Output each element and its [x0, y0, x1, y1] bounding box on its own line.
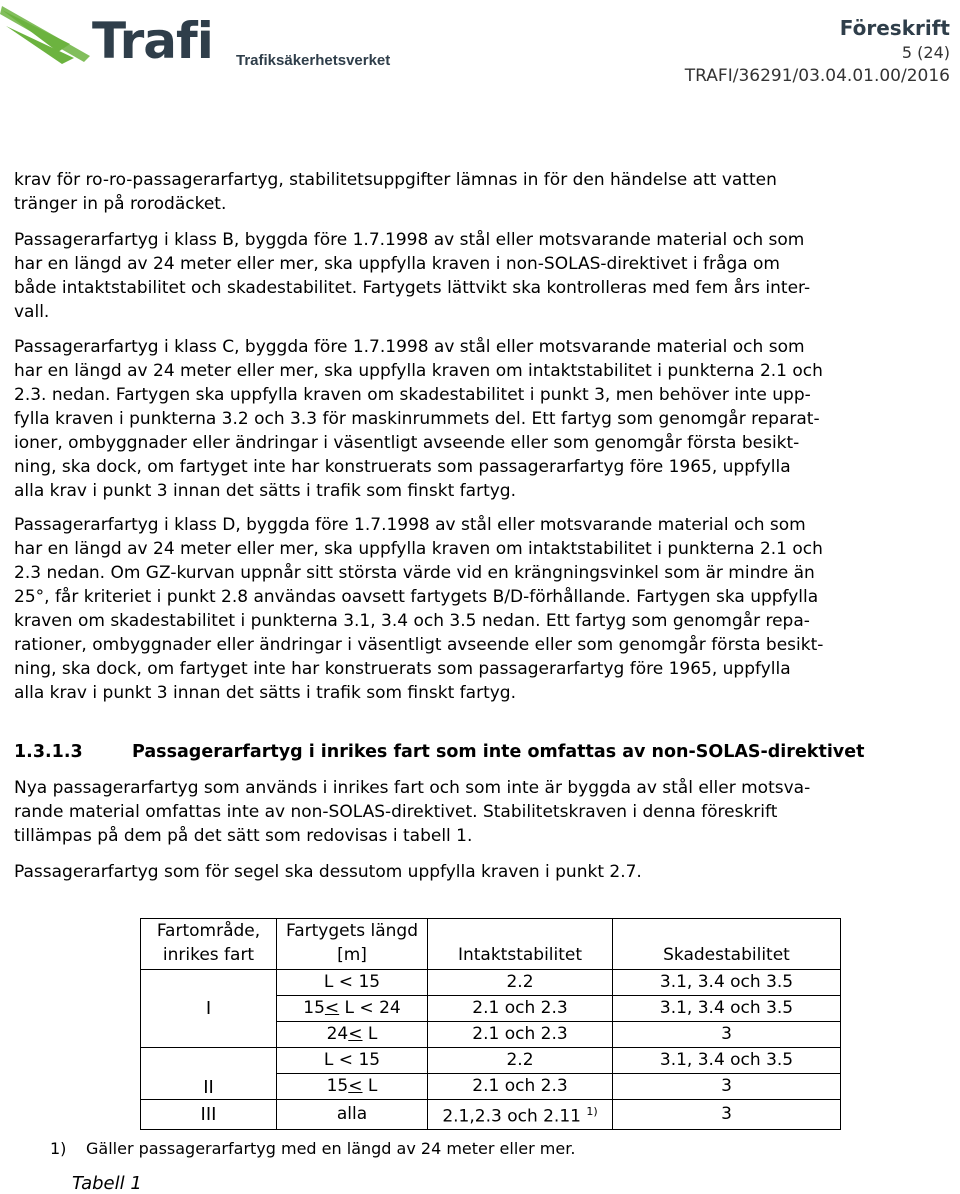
damage-cell: 3	[613, 1100, 841, 1130]
paragraph-class-b	[14, 228, 954, 324]
length-cell: alla	[277, 1100, 428, 1130]
text-line: har en längd av 24 meter eller mer, ska uppfylla kraven i non-SOLAS-direktivet i fråga om	[14, 254, 780, 274]
header-length: Fartygets längd [m]	[277, 919, 428, 970]
section-number: 1.3.1.3	[14, 742, 83, 762]
footnote-number: 1)	[50, 1139, 67, 1158]
text-line: Passagerarfartyg i klass B, byggda före 1.7.1998 av stål eller motsvarande material och som	[14, 230, 805, 250]
header-damage: Skadestabilitet	[613, 919, 841, 970]
text-line: tillämpas på dem på det sätt som redovisas i tabell 1.	[14, 826, 473, 846]
damage-cell: 3.1, 3.4 och 3.5	[613, 970, 841, 996]
trafi-logo	[0, 0, 400, 80]
length-operator: <	[324, 998, 340, 1018]
text-line: Passagerarfartyg i klass C, byggda före 1.7.1998 av stål eller motsvarande material och som	[14, 337, 805, 357]
text-line: både intaktstabilitet och skadestabilitet. Fartygets lättvikt ska kontrolleras med fem års inter-	[14, 278, 811, 298]
length-value: 15	[326, 1076, 349, 1096]
intact-cell: 2.1 och 2.3	[428, 996, 613, 1022]
text-line: alla krav i punkt 3 innan det sätts i trafik som finskt fartyg.	[14, 481, 516, 501]
header-intact: Intaktstabilitet	[428, 919, 613, 970]
table-row	[141, 1048, 841, 1074]
area-cell: III	[141, 1100, 277, 1130]
length-value: 15	[303, 998, 325, 1018]
text-line: 2.3. nedan. Fartygen ska uppfylla kraven om skadestabilitet i punkt 3, men behöver inte upp-	[14, 385, 811, 405]
text-line: fylla kraven i punkterna 3.2 och 3.3 för maskinrummets del. Ett fartyg som genomgår reparat-	[14, 409, 820, 429]
logo-subtitle: Trafiksäkerhetsverket	[236, 52, 391, 69]
logo-wordmark: Trafi	[92, 12, 213, 70]
intact-cell: 2.2	[428, 1048, 613, 1074]
intact-value: 2.1,2.3 och 2.11	[442, 1106, 581, 1127]
table-caption: Tabell 1	[72, 1173, 142, 1194]
text-line: har en längd av 24 meter eller mer, ska uppfylla kraven om intaktstabilitet i punkterna 2.1 och	[14, 539, 823, 559]
length-value: L	[362, 1076, 378, 1096]
paragraph-class-d	[14, 513, 954, 705]
table-row	[141, 1100, 841, 1130]
text-line: rationer, ombyggnader eller ändringar i väsentligt avseende eller som genomgår första besikt-	[14, 635, 824, 655]
area-cell: II	[141, 1048, 277, 1100]
damage-cell: 3.1, 3.4 och 3.5	[613, 1048, 841, 1074]
length-cell: L < 15	[277, 1048, 428, 1074]
trafi-swoosh-icon	[0, 4, 96, 74]
intact-cell: 2.2	[428, 970, 613, 996]
text-line: alla krav i punkt 3 innan det sätts i trafik som finskt fartyg.	[14, 683, 516, 703]
table-row	[141, 970, 841, 996]
text-line: Passagerarfartyg som för segel ska dessutom uppfylla kraven i punkt 2.7.	[14, 862, 642, 882]
length-operator: <	[348, 1024, 363, 1044]
table-header-row	[141, 919, 841, 970]
text-line: ning, ska dock, om fartyget inte har konstruerats som passagerarfartyg före 1965, uppfylla	[14, 659, 791, 679]
text-line: 2.3 nedan. Om GZ-kurvan uppnår sitt största värde vid en krängningsvinkel som är mindre än	[14, 563, 815, 583]
text-line: ning, ska dock, om fartyget inte har konstruerats som passagerarfartyg före 1965, uppfylla	[14, 457, 791, 477]
text-line: Nya passagerarfartyg som används i inrikes fart och som inte är byggda av stål eller motsva-	[14, 778, 811, 798]
text-line: ioner, ombyggnader eller ändringar i väsentligt avseende eller som genomgår första besikt-	[14, 433, 800, 453]
stability-table	[140, 918, 841, 1130]
length-cell: L < 15	[277, 970, 428, 996]
area-cell: I	[141, 970, 277, 1048]
text-line: rande material omfattas inte av non-SOLAS-direktivet. Stabilitetskraven i denna föreskrift	[14, 802, 778, 822]
length-cell	[277, 1074, 428, 1100]
text-line: vall.	[14, 302, 50, 322]
length-value: L	[362, 1024, 378, 1044]
paragraph-ro-ro	[14, 168, 954, 216]
text-line: kraven om skadestabilitet i punkterna 3.1, 3.4 och 3.5 nedan. Ett fartyg som genomgår repa-	[14, 611, 810, 631]
length-cell	[277, 1022, 428, 1048]
damage-cell: 3.1, 3.4 och 3.5	[613, 996, 841, 1022]
damage-cell: 3	[613, 1074, 841, 1100]
text-line: Passagerarfartyg i klass D, byggda före 1.7.1998 av stål eller motsvarande material och som	[14, 515, 806, 535]
intact-cell	[428, 1100, 613, 1130]
length-value: 24	[326, 1024, 349, 1044]
length-operator: <	[348, 1076, 363, 1096]
damage-cell: 3	[613, 1022, 841, 1048]
page-number: 5 (24)	[901, 43, 950, 62]
footnote-text: Gäller passagerarfartyg med en längd av 24 meter eller mer.	[86, 1139, 576, 1158]
document-reference: TRAFI/36291/03.04.01.00/2016	[684, 66, 950, 86]
section-title: Passagerarfartyg i inrikes fart som inte omfattas av non-SOLAS-direktivet	[132, 742, 865, 762]
paragraph-new-ships	[14, 776, 954, 848]
length-cell	[277, 996, 428, 1022]
intact-cell: 2.1 och 2.3	[428, 1074, 613, 1100]
header-area: Fartområde, inrikes fart	[141, 919, 277, 970]
text-line: krav för ro-ro-passagerarfartyg, stabilitetsuppgifter lämnas in för den händelse att vatten	[14, 170, 777, 190]
length-value: L < 24	[339, 998, 401, 1018]
text-line: har en längd av 24 meter eller mer, ska uppfylla kraven om intaktstabilitet i punkterna 2.1 och	[14, 361, 823, 381]
intact-cell: 2.1 och 2.3	[428, 1022, 613, 1048]
text-line: 25°, får kriteriet i punkt 2.8 användas oavsett fartygets B/D-förhållande. Fartygen ska uppfylla	[14, 587, 819, 607]
paragraph-class-c	[14, 335, 954, 503]
footnote-ref: 1)	[586, 1105, 598, 1118]
document-type: Föreskrift	[839, 16, 950, 40]
paragraph-sail	[14, 860, 954, 884]
text-line: tränger in på rorodäcket.	[14, 194, 227, 214]
